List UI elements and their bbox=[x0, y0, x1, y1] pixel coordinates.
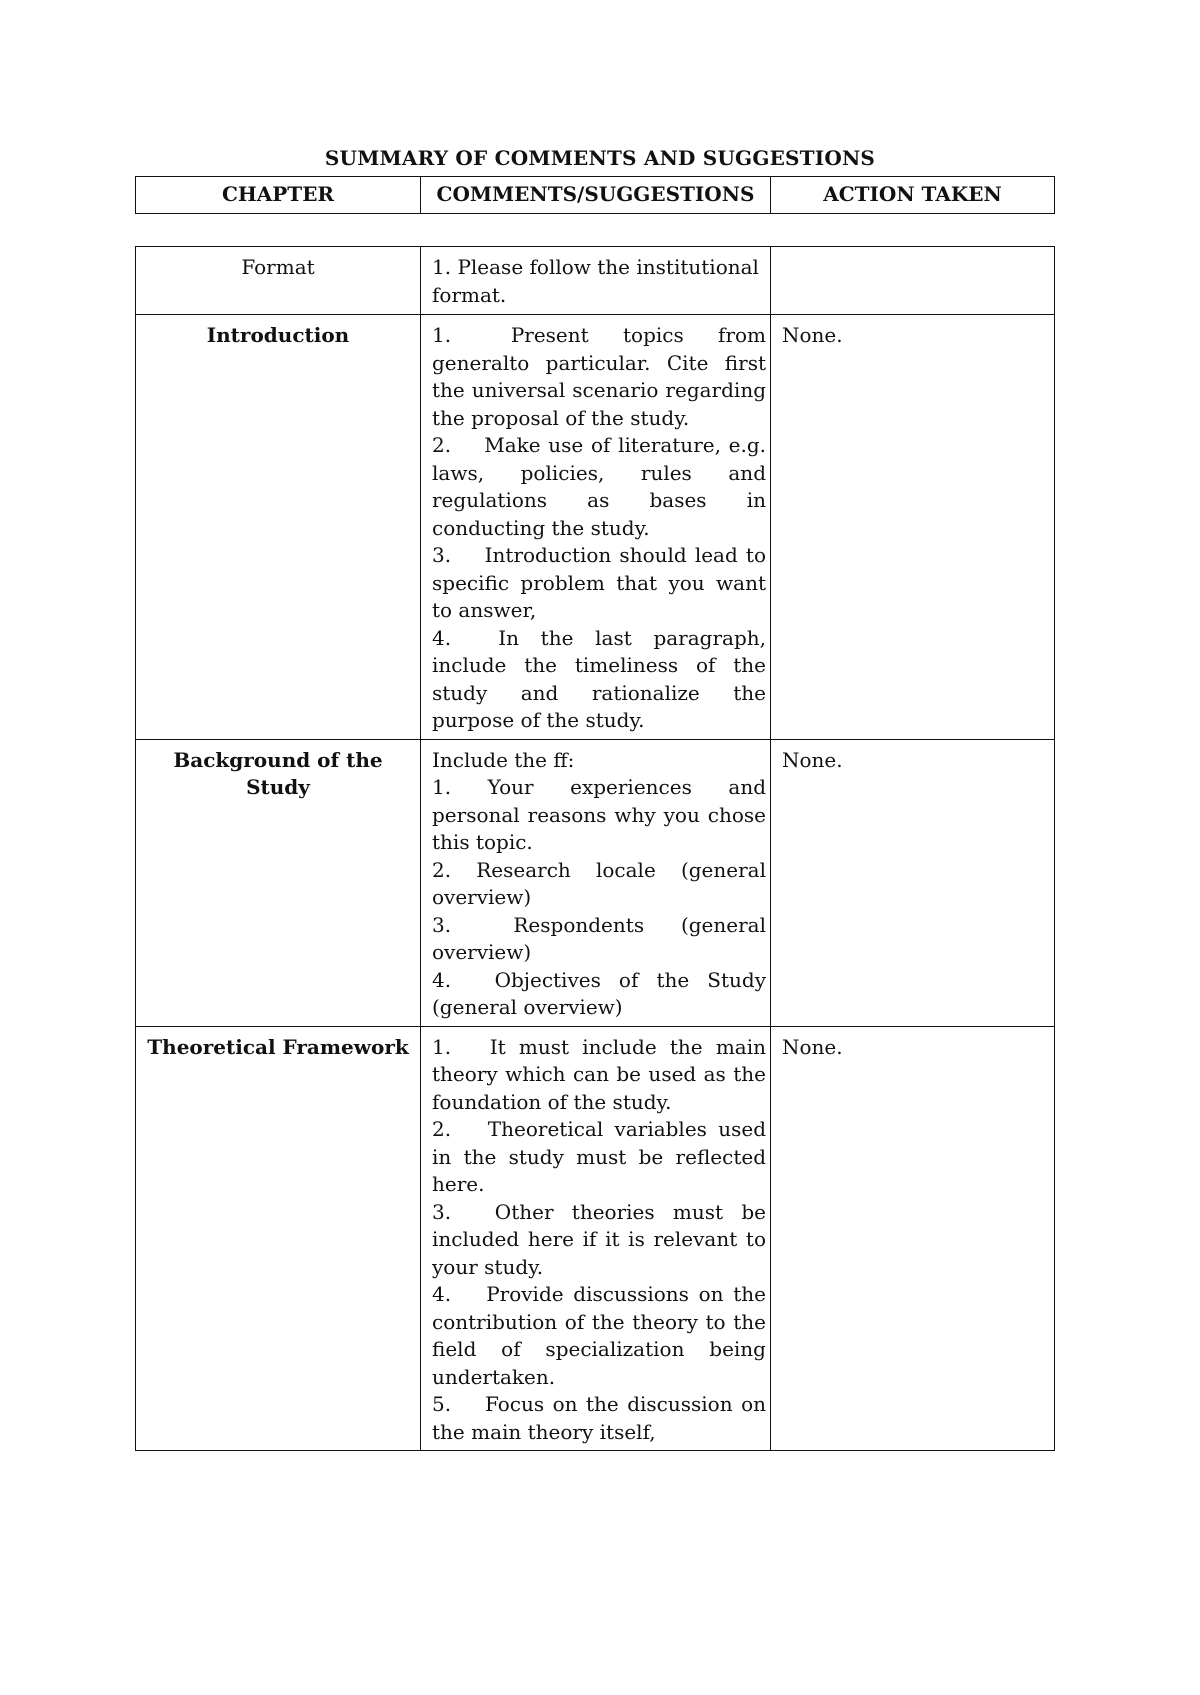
suggestion-item: 4. Provide discussions on the contribution of the theory to the field of specialization being undertaken. bbox=[432, 1282, 773, 1389]
action-cell: None. bbox=[771, 739, 1055, 1026]
header-row bbox=[136, 177, 1055, 214]
comments-table bbox=[135, 246, 1055, 1451]
table-row bbox=[136, 1026, 1055, 1451]
chapter-cell: Theoretical Framework bbox=[136, 1026, 421, 1451]
action-cell: None. bbox=[771, 1026, 1055, 1451]
suggestion-item: 2. Make use of literature, e.g. laws, policies, rules and regulations as bases in conducting the study. bbox=[432, 433, 773, 540]
chapter-cell: Introduction bbox=[136, 315, 421, 740]
suggestion-cell bbox=[421, 247, 771, 315]
suggestion-item: 1. Your experiences and personal reasons why you chose this topic. bbox=[432, 775, 766, 854]
suggestion-cell bbox=[421, 315, 771, 740]
action-cell: None. bbox=[771, 315, 1055, 740]
page-title: SUMMARY OF COMMENTS AND SUGGESTIONS bbox=[324, 146, 876, 170]
suggestion-item: 4. Objectives of the Study (general overview) bbox=[432, 967, 773, 1019]
suggestion-item: 1. Present topics from generalto particular. Cite first the universal scenario regarding the proposal of the study. bbox=[432, 323, 773, 430]
suggestion-item: 1. Please follow the institutional format. bbox=[432, 255, 759, 307]
suggestion-item: 2. Research locale (general overview) bbox=[432, 857, 766, 909]
suggestion-intro: Include the ff: bbox=[432, 747, 575, 772]
action-cell bbox=[771, 247, 1055, 315]
suggestion-item: 4. In the last paragraph, include the timeliness of the study and rationalize the purpose of the study. bbox=[432, 625, 773, 732]
suggestion-item: 5. Focus on the discussion on the main theory itself, bbox=[432, 1392, 773, 1444]
column-header-comments: COMMENTS/SUGGESTIONS bbox=[421, 177, 771, 214]
chapter-cell: Format bbox=[136, 247, 421, 315]
suggestion-item: 1. It must include the main theory which can be used as the foundation of the study. bbox=[432, 1034, 773, 1114]
table-row bbox=[136, 315, 1055, 740]
suggestion-item: 3. Respondents (general overview) bbox=[432, 912, 773, 964]
chapter-cell: Background of the Study bbox=[136, 739, 421, 1026]
suggestion-cell bbox=[421, 739, 771, 1026]
table-row bbox=[136, 247, 1055, 315]
header-table bbox=[135, 176, 1055, 214]
column-header-action: ACTION TAKEN bbox=[771, 177, 1055, 214]
column-header-chapter: CHAPTER bbox=[136, 177, 421, 214]
suggestion-cell bbox=[421, 1026, 771, 1451]
table-row bbox=[136, 739, 1055, 1026]
suggestion-item: 2. Theoretical variables used in the study must be reflected here. bbox=[432, 1117, 773, 1196]
suggestion-item: 3. Other theories must be included here if it is relevant to your study. bbox=[432, 1199, 773, 1279]
suggestion-item: 3. Introduction should lead to specific problem that you want to answer, bbox=[432, 543, 773, 622]
